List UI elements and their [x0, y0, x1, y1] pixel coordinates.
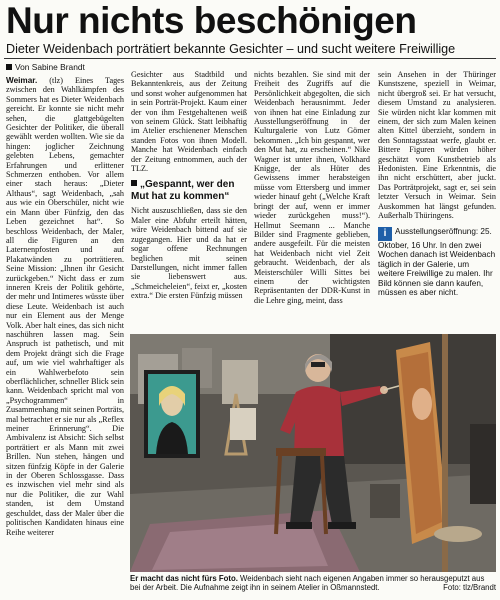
info-icon: i: [378, 227, 392, 241]
subheading-text: „Gespannt, wer den Mut hat zu kommen“: [131, 179, 235, 202]
article-photo: [130, 334, 496, 572]
divider-rule: [4, 58, 496, 59]
subheadline: Dieter Weidenbach porträtiert bekannte Gesichter – und sucht weitere Freiwillige: [6, 42, 456, 56]
caption-lead: Er macht das nicht fürs Foto.: [130, 574, 238, 583]
photo-painter-in-studio-icon: [130, 334, 496, 572]
caption-text: Weidenbach sieht nach eigenen Angaben immer so herausgeputzt aus bei der Arbeit. Die Aufnahme zeigt ihn in seinem Atelier in Oßmannstedt.: [130, 574, 485, 592]
column-3-text: nichts bezahlen. Sie sind mit der Freiheit des Zugriffs auf die Persönlichkeit abgegolten, die sich Weidenbach herausnimmt. Jeder von ihnen hat eine Einladung zur Ausstellungseröffnung in der Kulturgalerie von Lutz Gömer bekommen. „Ich bin gespannt, wer den Mut hat, zu erscheinen.“ Nike Wagner ist unter ihnen, Volkhard Knigge, der als Hüter des Gewissens immer herabsteigen müsse vom Ettersberg und immer wieder hinauf geht („Welche Kraft bringt der auf, wenn er immer wieder zurückgehen muss!“). Hellmut Seemann ... Manche Bilder sind Fragmente geblieben, andere ausgefeilt. Für die meisten hat Weidenbach nicht viel Zeit gebraucht. Weidenbach, der als Meisterschüler Willi Sittes bei einem der wichtigsten Repräsentanten der DDR-Kunst in die Lehre ging, meint, dass: [254, 70, 370, 305]
info-text: Ausstellungseröffnung: 25. Oktober, 16 Uhr. In den zwei Wochen danach ist Weidenbach täglich in der Galerie, um weitere Freiwillige zu malen. Ihr Bild können sie dann kaufen, müssen es aber nicht.: [378, 226, 496, 298]
column-2: [131, 70, 247, 332]
column-1-text: (tlz) Eines Tages zwischen den Wahlkämpfen des Sommers hat es Dieter Weidenbach gereicht. Er konnte sie nicht mehr sehen, die glattgebügelten Gesichter der Politiker, die überall gewählt werden wollten. Wie sie da hingen: joglicher Zeichnung gelebten Lebens, gemachter Erfahrungen und erlittener Schmerzen enthoben. Vor allem einer stach heraus: „Dieter Althaus“, sagt Weidenbach, „sah aus wie ein Oberschüler, nicht wie ein Mann über Fünfzig, den das Leben gezeichnet hat“. So beschloss Weidenbach, der Maler, all die Figuren an den Laternenpfosten und auf Plakatwänden zu porträtieren. Seine Mission: „Ihnen ihr Gesicht zurückgeben.“ Nicht dass er zum inneren Kreis der Politik gehörte, der mehr und Intimeres wüsste über diese Leute. Weidenbach ist auch nur ein Element aus der Menge Volk. Aber halt eines, das sich nicht naschühren lassen mag. Sein Anspruch ist pathetisch, und mit dem Projekt drängt sich die Frage auf, um wie viel wahrhaftiger als ein Wahlwerbefoto sein oberflächlicher, schneller Blick sein kann. Weidenbach spricht mal von „Psychogrammen“ in Zusammenhang mit seinen Porträts, mal betrachtet er sie nur als „Reflex meiner Erinnerung“. Die Ambivalenz ist Absicht: Sich selbst porträtiert er als Mann mit zwei Brillen. Nun stehen, hängen und sitzen fünfzig Köpfe in der Galerie in der Oberen Schlossgasse. Dass es inzwischen viel mehr sind als nur die Politiker, die zur Wahl standen, ist dem Umstand geschuldet, dass der Maler über die politischen Kandidaten hinaus eine Reihe weiterer: [6, 76, 124, 537]
column-4: [378, 70, 496, 332]
photo-credit: Foto: tlz/Brandt: [443, 583, 496, 592]
subheading: [131, 179, 247, 202]
column-4-text: sein Ansehen in der Thüringer Kunstszene, speziell in Weimar, nicht übergroß sei. Er hat versucht, diesem Umstand zu analysieren. Sie würden nicht klar kommen mit einem, der sich zum Malen keinen alten Kittel überzieht, sondern in den Sonntagsstaat werfe, glaubt er. Bittere Figuren würden höher geschätzt vom Kunstbetrieb als Hedonisten. Eine Erkenntnis, die ihn nicht erschüttert, aber juckt. Das Porträtprojekt, sagt er, sei sein letzter Versuch in Weimar. Sein Auskommen hat längst gefunden. Außerhalb Thüringens.: [378, 70, 496, 221]
bullet-square-icon: [131, 180, 137, 186]
column-2-text: Gesichter aus Stadtbild und Bekanntenkreis, aus der Zeitung und sonst woher aufgenommen hat in sein Porträt-Projekt. Kaum einer der von ihm Festgehaltenen weiß von seinem Glück. Statt leibhaftig im Atelier erschienener Menschen standen Fotos von ihnen Modell. Manche hat Weidenbach einfach der Zeitung entnommen, auch der TLZ.: [131, 70, 247, 174]
column-1: [6, 76, 124, 598]
dateline: Weimar.: [6, 76, 38, 85]
byline: [6, 62, 85, 72]
headline: Nur nichts beschönigen: [6, 0, 417, 41]
photo-caption: [130, 574, 496, 592]
info-box: [378, 227, 496, 299]
byline-text: Von Sabine Brandt: [15, 62, 85, 72]
bullet-square-icon: [6, 64, 12, 70]
column-2-text-b: Nicht auszuschließen, dass sie den Maler eine Abfuhr erteilt hätten, wäre Weidenbach bittend auf sie zugegangen. Hier und da hat er sogar offene Rechnungen beglichen mit seinen Darstellungen, nicht immer fallen sie liebenswert aus. „Schmeicheleien“, feixt er, „kosten extra.“ Die ersten Fünfzig müssen: [131, 206, 247, 301]
column-3: [254, 70, 370, 332]
